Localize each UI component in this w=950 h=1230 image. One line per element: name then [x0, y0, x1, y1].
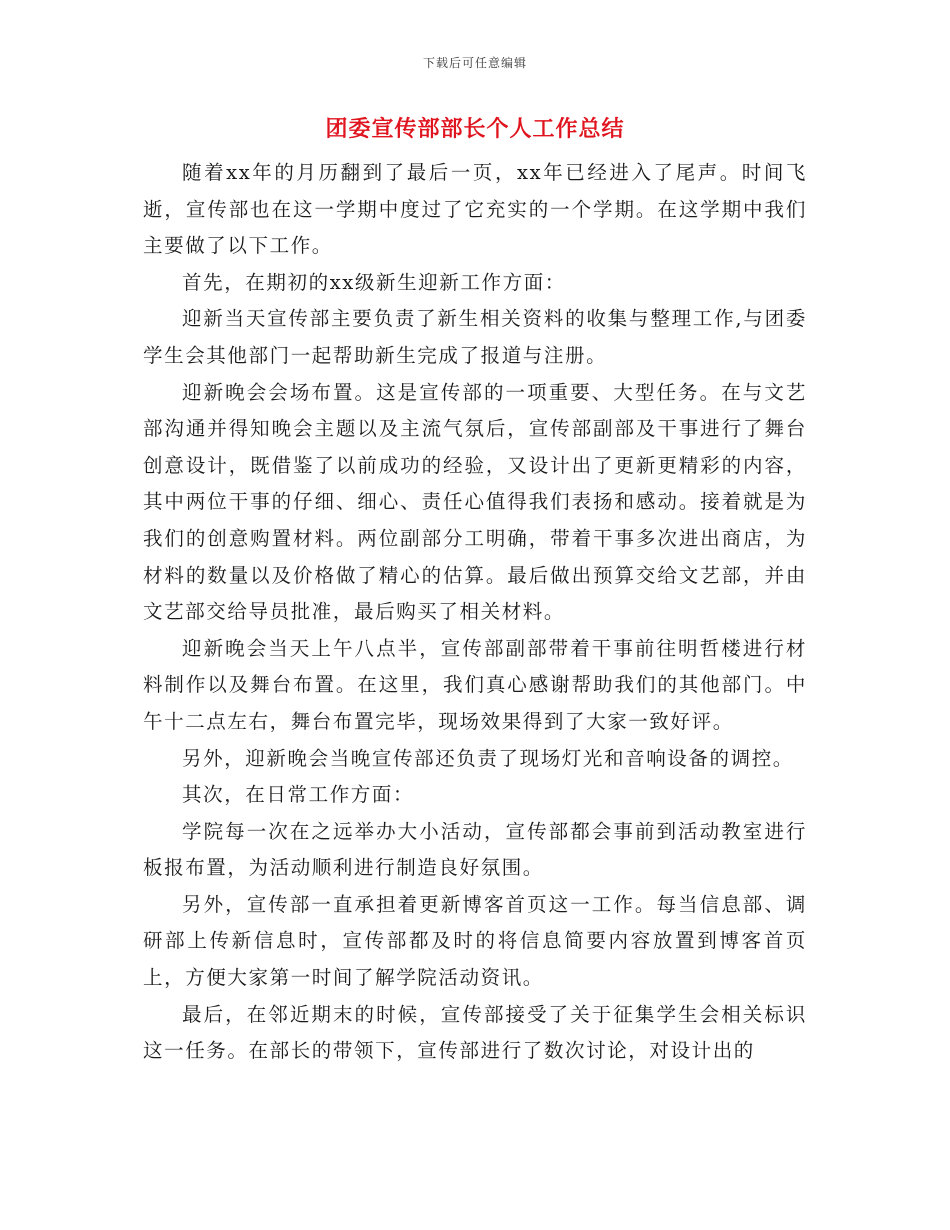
paragraph: 迎新晚会会场布置。这是宣传部的一项重要、大型任务。在与文艺部沟通并得知晚会主题以及主流气氛后，宣传部副部及干事进行了舞台创意设计，既借鉴了以前成功的经验，又设计出了更新更精彩的内容，其中两位干事的仔细、细心、责任心值得我们表扬和感动。接着就是为我们的创意购置材料。两位副部分工明确，带着干事多次进出商店，为材料的数量以及价格做了精心的估算。最后做出预算交给文艺部，并由文艺部交给导员批准，最后购买了相关材料。 — [143, 380, 807, 624]
paragraph: 学院每一次在之远举办大小活动，宣传部都会事前到活动教室进行板报布置，为活动顺利进行制造良好氛围。 — [143, 819, 807, 880]
paragraph: 首先，在期初的xx级新生迎新工作方面： — [182, 270, 566, 294]
paragraph: 迎新晚会当天上午八点半，宣传部副部带着干事前往明哲楼进行材料制作以及舞台布置。在这里，我们真心感谢帮助我们的其他部门。中午十二点左右，舞台布置完毕，现场效果得到了大家一致好评。 — [143, 636, 807, 733]
paragraph: 最后，在邻近期末的时候，宣传部接受了关于征集学生会相关标识这一任务。在部长的带领下，宣传部进行了数次讨论，对设计出的 — [143, 1002, 807, 1063]
document-body — [143, 155, 807, 1070]
paragraph: 其次，在日常工作方面： — [182, 783, 415, 807]
paragraph: 迎新当天宣传部主要负责了新生相关资料的收集与整理工作,与团委学生会其他部门一起帮助新生完成了报道与注册。 — [143, 307, 807, 367]
paragraph: 随着xx年的月历翻到了最后一页，xx年已经进入了尾声。时间飞逝，宣传部也在这一学期中度过了它充实的一个学期。在这学期中我们主要做了以下工作。 — [143, 161, 807, 258]
document-title: 团委宣传部部长个人工作总结 — [325, 116, 625, 142]
paragraph: 另外，迎新晚会当晚宣传部还负责了现场灯光和音响设备的调控。 — [182, 746, 794, 770]
paragraph: 另外，宣传部一直承担着更新博客首页这一工作。每当信息部、调研部上传新信息时，宣传部都及时的将信息简要内容放置到博客首页上，方便大家第一时间了解学院活动资讯。 — [143, 892, 807, 990]
header-note: 下载后可任意编辑 — [422, 56, 527, 70]
